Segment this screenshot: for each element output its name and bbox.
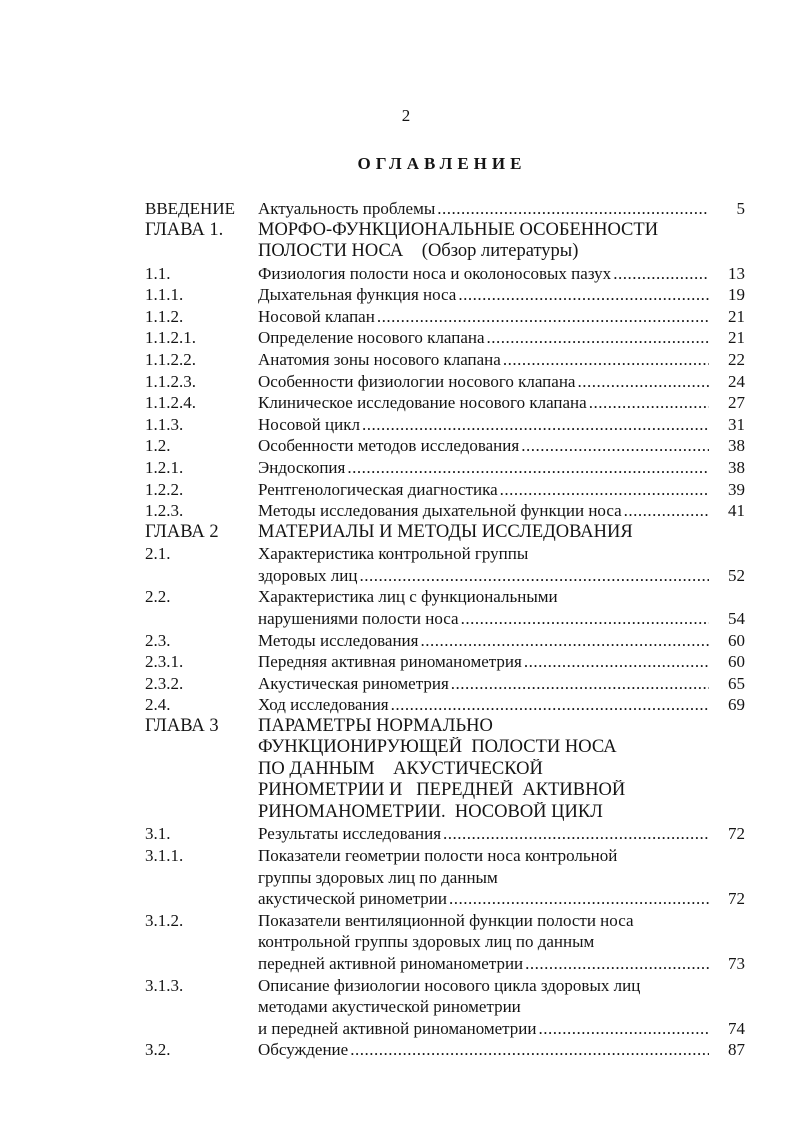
toc-entry bbox=[145, 651, 745, 673]
toc-entry-body bbox=[258, 823, 709, 845]
toc-entry-page: 5 bbox=[736, 199, 745, 218]
toc-entry-title: Носовой цикл bbox=[258, 414, 360, 434]
toc-entry-page: 74 bbox=[728, 1018, 745, 1038]
toc-entry-title: методами акустической ринометрии bbox=[258, 997, 521, 1017]
toc-entry-number: 1.2.1. bbox=[145, 457, 184, 477]
toc-entry-number: 2.1. bbox=[145, 544, 171, 564]
page-title: ОГЛАВЛЕНИЕ bbox=[357, 154, 527, 173]
toc-entry-body bbox=[258, 327, 709, 349]
toc-entry-body bbox=[258, 888, 709, 910]
toc-entry-title: и передней активной риноманометрии bbox=[258, 1018, 537, 1038]
toc-entry-body bbox=[258, 910, 709, 932]
toc-entry bbox=[145, 522, 745, 544]
toc-entry bbox=[145, 845, 745, 867]
toc-entry-body bbox=[258, 953, 709, 975]
toc-entry-body bbox=[258, 867, 709, 889]
toc-entry-title: нарушениями полости носа bbox=[258, 609, 459, 628]
toc-entry-body bbox=[258, 608, 709, 630]
toc-entry-number: 1.1.1. bbox=[145, 285, 184, 305]
toc-entry-body bbox=[258, 651, 709, 673]
toc-entry-page: 19 bbox=[728, 285, 745, 305]
toc-entry-body bbox=[258, 392, 709, 414]
toc-entry bbox=[145, 306, 745, 328]
toc-entry-title: Дыхательная функция носа bbox=[258, 285, 457, 305]
toc-entry-number: 2.2. bbox=[145, 587, 171, 607]
toc-entry bbox=[145, 823, 745, 845]
toc-entry-title: ПАРАМЕТРЫ НОРМАЛЬНО bbox=[258, 715, 493, 736]
toc-entry-body bbox=[258, 931, 709, 953]
toc-entry-body bbox=[258, 284, 709, 306]
toc-entry-number: ГЛАВА 2 bbox=[145, 521, 219, 542]
toc-entry-number: 3.1.3. bbox=[145, 975, 184, 995]
toc-entry bbox=[145, 565, 745, 587]
toc-leader-dots bbox=[359, 565, 709, 587]
toc-entry-page: 54 bbox=[728, 609, 745, 628]
toc-entry-number: 1.1.2.4. bbox=[145, 393, 196, 413]
toc-entry bbox=[145, 392, 745, 414]
toc-entry-title: группы здоровых лиц по данным bbox=[258, 867, 498, 887]
toc-entry-body bbox=[258, 371, 709, 393]
toc-leader-dots bbox=[437, 198, 709, 220]
toc-entry-body bbox=[258, 457, 709, 479]
toc-entry bbox=[145, 975, 745, 997]
toc-entry-title: Передняя активная риноманометрия bbox=[258, 652, 522, 672]
toc-leader-dots bbox=[503, 349, 709, 371]
toc-entry-page: 38 bbox=[728, 436, 745, 456]
toc-entry-title: Особенности методов исследования bbox=[258, 436, 520, 456]
toc-entry bbox=[145, 1018, 745, 1040]
toc-entry-title: РИНОМЕТРИИ И ПЕРЕДНЕЙ АКТИВНОЙ bbox=[258, 780, 626, 801]
toc-entry-number: 1.1.2.3. bbox=[145, 371, 196, 391]
toc-entry-title: Носовой клапан bbox=[258, 306, 375, 326]
toc-entry-page: 65 bbox=[728, 673, 745, 693]
toc-entry bbox=[145, 371, 745, 393]
toc-leader-dots bbox=[449, 888, 709, 910]
toc-leader-dots bbox=[377, 306, 709, 328]
toc-entry bbox=[145, 263, 745, 285]
toc-leader-dots bbox=[577, 371, 709, 393]
toc-entry bbox=[145, 608, 745, 630]
toc-entry-body bbox=[258, 306, 709, 328]
toc-entry-title: ПОЛОСТИ НОСА (Обзор литературы) bbox=[258, 241, 579, 262]
toc-entry-body bbox=[258, 630, 709, 652]
toc-entry-title: Методы исследования дыхательной функции носа bbox=[258, 501, 622, 521]
toc-entry-page: 24 bbox=[728, 371, 745, 391]
toc-entry bbox=[145, 953, 745, 975]
toc-leader-dots bbox=[350, 1039, 709, 1061]
toc-leader-dots bbox=[521, 435, 709, 457]
toc-entry-body bbox=[258, 263, 709, 285]
toc-entry bbox=[145, 996, 745, 1018]
toc-entry-body bbox=[258, 1039, 709, 1061]
toc-entry-title: Актуальность проблемы bbox=[258, 199, 436, 218]
toc-entry-title: РИНОМАНОМЕТРИИ. НОСОВОЙ ЦИКЛ bbox=[258, 801, 603, 822]
toc-entry-number: 1.1.2.1. bbox=[145, 328, 196, 348]
table-of-contents bbox=[145, 198, 745, 1061]
toc-entry-number: 2.3.1. bbox=[145, 652, 184, 672]
toc-entry-number: 1.1. bbox=[145, 263, 171, 283]
toc-entry bbox=[145, 435, 745, 457]
toc-entry bbox=[145, 673, 745, 695]
toc-entry-page: 69 bbox=[728, 695, 745, 715]
toc-entry-title: акустической ринометрии bbox=[258, 889, 447, 909]
toc-entry-page: 21 bbox=[728, 328, 745, 348]
toc-entry-title: Описание физиологии носового цикла здоровых лиц bbox=[258, 975, 641, 995]
toc-entry-title: МОРФО-ФУНКЦИОНАЛЬНЫЕ ОСОБЕННОСТИ bbox=[258, 219, 659, 240]
toc-entry-body bbox=[258, 479, 709, 501]
toc-entry-title: Анатомия зоны носового клапана bbox=[258, 349, 501, 369]
toc-entry-body bbox=[258, 543, 709, 565]
toc-entry-page: 22 bbox=[728, 349, 745, 369]
toc-entry-page: 31 bbox=[728, 414, 745, 434]
toc-entry-title: Характеристика лиц с функциональными bbox=[258, 587, 558, 607]
toc-entry-body bbox=[258, 802, 709, 824]
toc-entry-body bbox=[258, 349, 709, 371]
toc-entry-number: 1.2. bbox=[145, 436, 171, 456]
toc-entry-body bbox=[258, 975, 709, 997]
toc-leader-dots bbox=[420, 630, 709, 652]
toc-entry-title: Обсуждение bbox=[258, 1040, 349, 1060]
toc-entry-number: ГЛАВА 1. bbox=[145, 219, 224, 240]
toc-entry-number: 3.1.2. bbox=[145, 910, 184, 930]
toc-entry-title: Эндоскопия bbox=[258, 457, 346, 477]
toc-entry bbox=[145, 910, 745, 932]
toc-entry-number: ГЛАВА 3 bbox=[145, 715, 219, 736]
toc-entry-title: передней активной риноманометрии bbox=[258, 954, 524, 974]
toc-entry-body bbox=[258, 737, 709, 759]
toc-entry-title: Клиническое исследование носового клапана bbox=[258, 393, 587, 413]
toc-entry-title: Характеристика контрольной группы bbox=[258, 544, 529, 564]
toc-entry bbox=[145, 327, 745, 349]
toc-entry bbox=[145, 759, 745, 781]
toc-leader-dots bbox=[624, 500, 709, 522]
toc-entry bbox=[145, 630, 745, 652]
toc-entry-body bbox=[258, 694, 709, 716]
toc-entry-body bbox=[258, 716, 709, 738]
toc-entry-page: 39 bbox=[728, 479, 745, 499]
toc-entry-number: 3.2. bbox=[145, 1040, 171, 1060]
toc-leader-dots bbox=[461, 608, 709, 630]
toc-leader-dots bbox=[451, 673, 709, 695]
page-number: 2 bbox=[401, 106, 411, 125]
toc-entry-page: 52 bbox=[728, 565, 745, 585]
toc-entry-title: Ход исследования bbox=[258, 695, 389, 715]
toc-entry-body bbox=[258, 522, 709, 544]
toc-entry bbox=[145, 500, 745, 522]
toc-entry-title: Показатели геометрии полости носа контрольной bbox=[258, 846, 618, 866]
toc-entry-body bbox=[258, 1018, 709, 1040]
toc-leader-dots bbox=[362, 414, 709, 436]
toc-entry-title: здоровых лиц bbox=[258, 565, 358, 585]
toc-entry-title: Результаты исследования bbox=[258, 824, 442, 844]
toc-leader-dots bbox=[525, 953, 709, 975]
toc-entry bbox=[145, 802, 745, 824]
toc-entry-number: 1.1.2.2. bbox=[145, 349, 196, 369]
toc-entry-page: 41 bbox=[728, 501, 745, 521]
toc-entry bbox=[145, 284, 745, 306]
toc-entry bbox=[145, 867, 745, 889]
toc-entry bbox=[145, 694, 745, 716]
toc-entry-number: 3.1. bbox=[145, 824, 171, 844]
toc-entry-number: ВВЕДЕНИЕ bbox=[145, 199, 235, 218]
toc-entry-title: ПО ДАННЫМ АКУСТИЧЕСКОЙ bbox=[258, 758, 543, 779]
toc-entry-body bbox=[258, 414, 709, 436]
toc-entry-title: Акустическая ринометрия bbox=[258, 673, 449, 693]
toc-entry-body bbox=[258, 565, 709, 587]
toc-entry-title: контрольной группы здоровых лиц по данным bbox=[258, 932, 595, 952]
toc-entry-title: ФУНКЦИОНИРУЮЩЕЙ ПОЛОСТИ НОСА bbox=[258, 737, 617, 758]
toc-leader-dots bbox=[458, 284, 709, 306]
toc-entry-title: Особенности физиологии носового клапана bbox=[258, 371, 576, 391]
toc-entry-number: 1.2.3. bbox=[145, 501, 184, 521]
toc-leader-dots bbox=[613, 263, 709, 285]
toc-entry-page: 38 bbox=[728, 457, 745, 477]
toc-entry-number: 1.1.2. bbox=[145, 306, 184, 326]
toc-entry-number: 3.1.1. bbox=[145, 846, 184, 866]
toc-entry bbox=[145, 780, 745, 802]
toc-entry-page: 13 bbox=[728, 263, 745, 283]
toc-entry-body bbox=[258, 759, 709, 781]
toc-entry-title: Показатели вентиляционной функции полости носа bbox=[258, 910, 634, 930]
toc-entry-title: Методы исследования bbox=[258, 630, 419, 650]
toc-leader-dots bbox=[500, 479, 709, 501]
toc-entry bbox=[145, 241, 745, 263]
toc-entry bbox=[145, 737, 745, 759]
toc-entry bbox=[145, 586, 745, 608]
toc-entry bbox=[145, 414, 745, 436]
toc-entry-body bbox=[258, 435, 709, 457]
toc-entry bbox=[145, 220, 745, 242]
toc-entry-number: 2.4. bbox=[145, 695, 171, 715]
toc-entry-body bbox=[258, 845, 709, 867]
toc-entry bbox=[145, 349, 745, 371]
toc-entry bbox=[145, 1039, 745, 1061]
toc-entry-number: 2.3. bbox=[145, 630, 171, 650]
toc-entry-page: 27 bbox=[728, 393, 745, 413]
toc-entry-body bbox=[258, 673, 709, 695]
toc-entry bbox=[145, 931, 745, 953]
toc-entry-page: 72 bbox=[728, 824, 745, 844]
toc-entry bbox=[145, 198, 745, 220]
toc-entry-title: МАТЕРИАЛЫ И МЕТОДЫ ИССЛЕДОВАНИЯ bbox=[258, 521, 633, 542]
toc-entry-number: 2.3.2. bbox=[145, 673, 184, 693]
toc-entry-title: Определение носового клапана bbox=[258, 328, 485, 348]
toc-entry-title: Физиология полости носа и околоносовых пазух bbox=[258, 263, 612, 283]
toc-entry-body bbox=[258, 241, 709, 263]
toc-entry-page: 72 bbox=[728, 889, 745, 909]
toc-entry-body bbox=[258, 586, 709, 608]
toc-entry-page: 21 bbox=[728, 306, 745, 326]
toc-entry-page: 60 bbox=[728, 652, 745, 672]
toc-entry bbox=[145, 479, 745, 501]
toc-entry-body bbox=[258, 198, 709, 220]
toc-leader-dots bbox=[487, 327, 709, 349]
toc-entry-body bbox=[258, 780, 709, 802]
toc-leader-dots bbox=[391, 694, 709, 716]
toc-entry-number: 1.1.3. bbox=[145, 414, 184, 434]
toc-entry bbox=[145, 457, 745, 479]
toc-entry-body bbox=[258, 996, 709, 1018]
toc-entry-page: 73 bbox=[728, 954, 745, 974]
toc-leader-dots bbox=[524, 651, 709, 673]
toc-entry bbox=[145, 543, 745, 565]
toc-entry-title: Рентгенологическая диагностика bbox=[258, 479, 498, 499]
toc-leader-dots bbox=[347, 457, 709, 479]
toc-leader-dots bbox=[539, 1018, 710, 1040]
toc-entry bbox=[145, 716, 745, 738]
toc-entry-page: 87 bbox=[728, 1040, 745, 1060]
toc-leader-dots bbox=[443, 823, 709, 845]
toc-leader-dots bbox=[589, 392, 709, 414]
toc-entry-body bbox=[258, 500, 709, 522]
toc-entry-page: 60 bbox=[728, 630, 745, 650]
toc-entry-number: 1.2.2. bbox=[145, 479, 184, 499]
toc-entry bbox=[145, 888, 745, 910]
toc-entry-body bbox=[258, 220, 709, 242]
